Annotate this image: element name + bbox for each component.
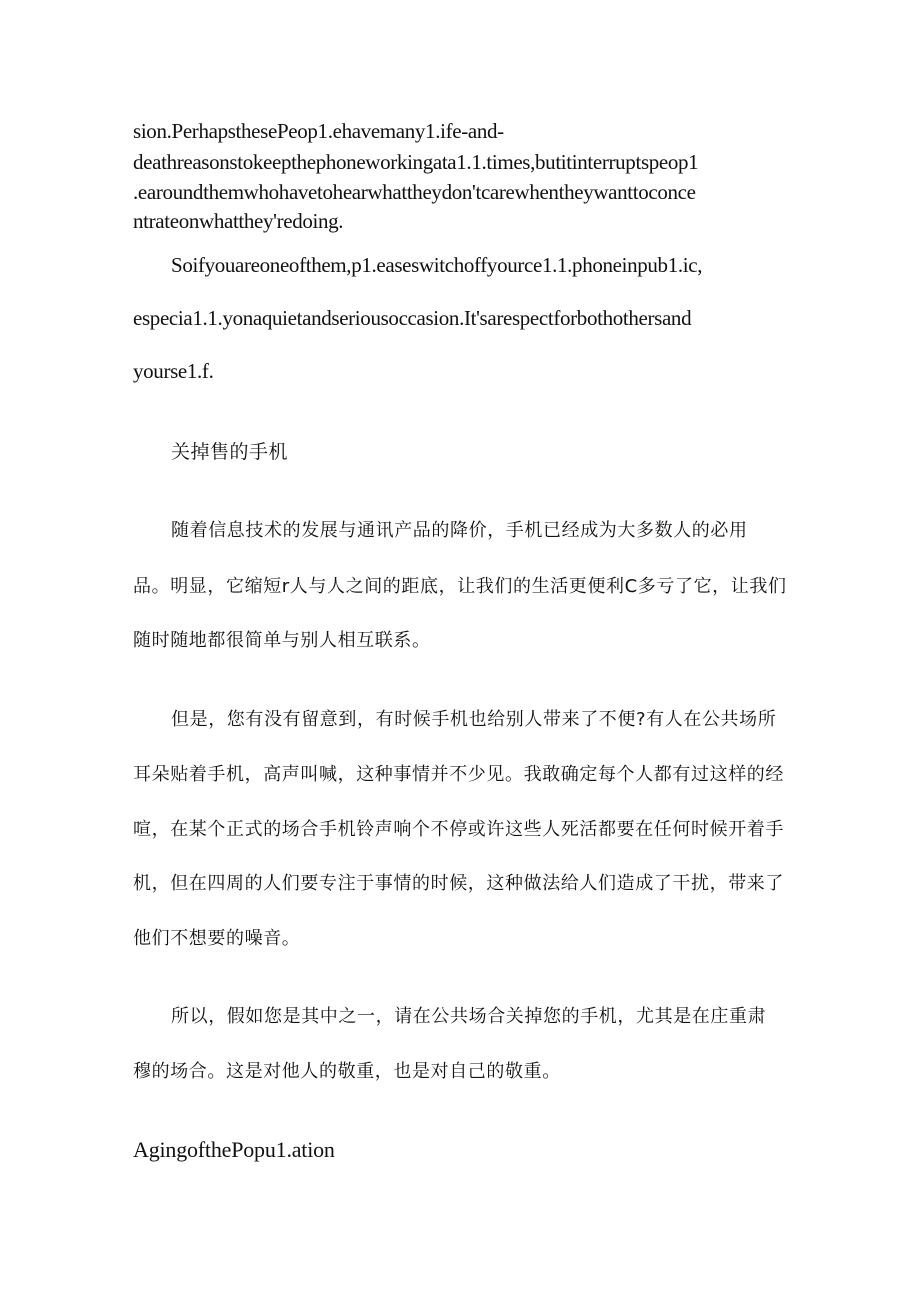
english-p1-line-2: deathreasonstokeepthephoneworkingata1.1.times,butitinterruptspeop1: [133, 150, 699, 174]
next-section-title: AgingofthePopu1.ation: [133, 1137, 335, 1162]
chinese-p2-line-2: 耳朵贴着手机，高声叫喊，这种事情并不少见。我敢确定每个人都有过这样的经: [133, 764, 784, 785]
english-p2-line-1: Soifyouareoneofthem,p1.easeswitchoffyource1.1.phoneinpub1.ic,: [171, 253, 703, 277]
chinese-p1-line-2: 品。明显，它缩短r人与人之间的距底，让我们的生活更便利C多亏了它，让我们: [133, 576, 787, 597]
chinese-title: 关掉售的手机: [171, 441, 289, 463]
chinese-p2-line-5: 他们不想要的噪音。: [133, 928, 301, 949]
english-p1-line-4: ntrateonwhatthey'redoing.: [133, 209, 344, 233]
chinese-p2-line-3: 喧，在某个正式的场合手机铃声响个不停或许这些人死活都要在任何时候开着手: [133, 819, 784, 840]
chinese-p3-line-1: 所以，假如您是其中之一，请在公共场合关掉您的手机，尤其是在庄重肃: [171, 1006, 767, 1027]
english-p1-line-1: sion.PerhapsthesePeop1.ehavemany1.ife-and-: [133, 119, 504, 143]
chinese-p3-line-2: 穆的场合。这是对他人的敬重，也是对自己的敬重。: [133, 1061, 561, 1082]
chinese-p2-line-1: 但是，您有没有留意到，有时候手机也给别人带来了不便?有人在公共场所: [171, 709, 777, 730]
english-p2-line-2: especia1.1.yonaquietandseriousoccasion.It'sarespectforbothothersand: [133, 306, 692, 330]
chinese-p2-line-4: 机，但在四周的人们要专注于事情的时候，这种做法给人们造成了干扰，带来了: [133, 873, 784, 894]
chinese-p1-line-1: 随着信息技术的发展与通讯产品的降价，手机已经成为大多数人的必用: [171, 520, 748, 541]
chinese-p1-line-3: 随时随地都很简单与别人相互联系。: [133, 630, 431, 651]
english-p1-line-3: .earoundthemwhohavetohearwhattheydon'tcarewhentheywanttoconce: [133, 180, 696, 204]
english-p2-line-3: yourse1.f.: [133, 359, 214, 383]
